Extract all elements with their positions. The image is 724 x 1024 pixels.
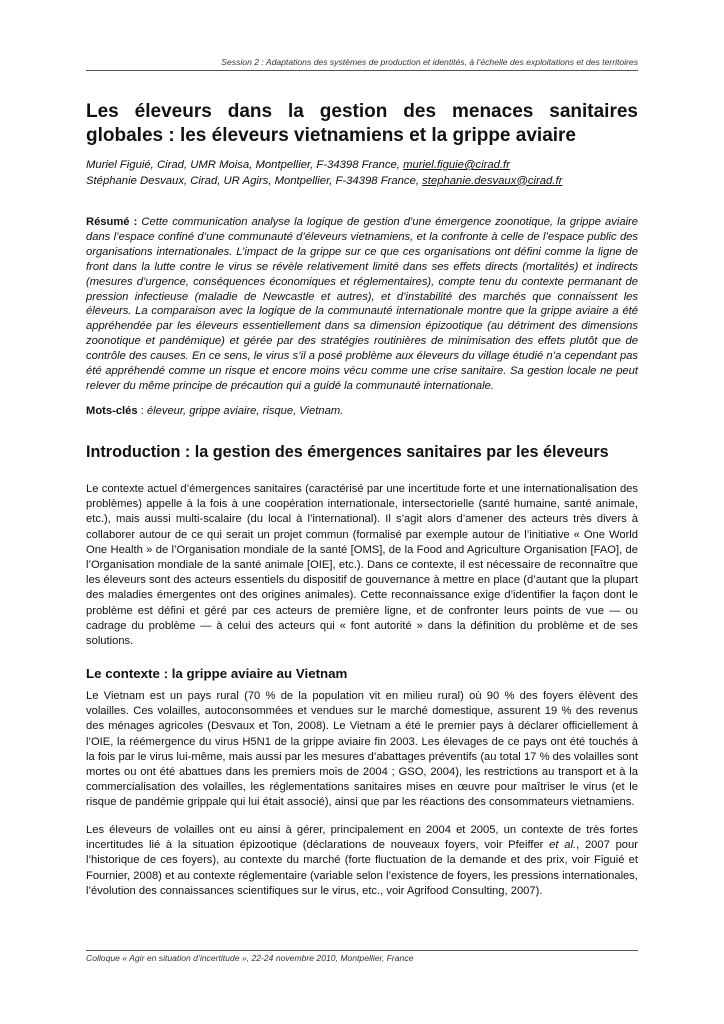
page-footer: Colloque « Agir en situation d’incertitude », 22-24 novembre 2010, Montpellier, France	[86, 950, 638, 963]
section-heading-introduction: Introduction : la gestion des émergences sanitaires par les éleveurs	[86, 443, 609, 461]
author-affiliation: Muriel Figuié, Cirad, UMR Moisa, Montpellier, F-34398 France,	[86, 159, 404, 171]
author-list	[86, 158, 638, 189]
author-line	[86, 174, 638, 190]
paragraph-text: Les éleveurs de volailles ont eu ainsi à gérer, principalement en 2004 et 2005, un contexte de très fortes incertitudes lié à la situation épizootique (déclarations de nouveaux foyers, voir Pfeiffer	[86, 824, 638, 852]
citation-etal: et al.	[549, 839, 577, 852]
abstract-label: Résumé :	[86, 216, 138, 228]
author-affiliation: Stéphanie Desvaux, Cirad, UR Agirs, Montpellier, F-34398 France,	[86, 174, 423, 187]
author-line	[86, 158, 638, 174]
body-paragraph: Le Vietnam est un pays rural (70 % de la population vit en milieu rural) où 90 % des foyers élèvent des volailles. Ces volailles, autoconsommées et vendues sur le marché domestique, assurent 19 % des revenus des ménages agricoles (Desvaux et Ton, 2008). Le Vietnam a été le premier pays à déclarer officiellement à l’OIE, la réémergence du virus H5N1 de la grippe aviaire fin 2003. Les élevages de ce pays ont été touchés à la fois par le virus lui-même, mais aussi par les mesures d’abattages préventifs (au total 17 % des volailles sont mortes ou ont été abattues dans les premiers mois de 2004 ; GSO, 2004), les restrictions au transport et à la commercialisation des volailles, les réglementations sanitaires mises en œuvre pour maîtriser le virus (et le risque de pandémie grippale qui lui était associé), ainsi que par les réactions des consommateurs vietnamiens.	[86, 690, 638, 809]
keywords-label: Mots-clés	[86, 405, 138, 417]
subsection-heading-context: Le contexte : la grippe aviaire au Vietnam	[86, 666, 348, 681]
keywords-text: éleveur, grippe aviaire, risque, Vietnam.	[146, 405, 344, 417]
body-paragraph	[86, 823, 638, 899]
running-header: Session 2 : Adaptations des systèmes de production et identités, à l’échelle des exploitations et des territoires	[86, 57, 638, 71]
author-email-link[interactable]: stephanie.desvaux@cirad.fr	[422, 174, 563, 187]
keywords	[86, 404, 638, 419]
paper-title: Les éleveurs dans la gestion des menaces sanitaires globales : les éleveurs vietnamiens et la grippe aviaire	[86, 101, 638, 146]
abstract	[86, 215, 638, 394]
author-email-link[interactable]: muriel.figuie@cirad.fr	[403, 159, 510, 171]
body-paragraph: Le contexte actuel d’émergences sanitaires (caractérisé par une incertitude forte et une internationalisation des problèmes) appelle à la fois à une coopération internationale, intersectorielle (santé humaine, santé animale, etc.), mais aussi multi-scalaire (du local à l’international). Il s’agit alors d’amener des acteurs très divers à collaborer autour de ce qui serait un projet commun (formalisé par exemple autour de l’initiative « One World One Health » de l’Organisation mondiale de la santé [OMS], de la Food and Agriculture Organisation [FAO], de l’Organisation mondiale de la santé animale [OIE], etc.). Dans ce contexte, il est nécessaire de reconnaître que les éleveurs sont des acteurs essentiels du dispositif de gouvernance à mettre en place (d’autant que la plupart des maladies émergentes ont des origines animales). Cette reconnaissance exige d’identifier la façon dont le problème est défini et géré par ces acteurs de première ligne, et de confronter leurs points de vue — ou cadrage du problème — à celui des acteurs qui « font autorité » dans la définition du problème et de ses solutions.	[86, 483, 638, 648]
paragraph-text: , 2007 pour l’historique de ces foyers), au contexte du marché (forte fluctuation de la demande et des prix, voir Figuié et Fournier, 2008) et au contexte réglementaire (variable selon l’existence de foyers, les pressions internationales, l’évolution des connaissances scientifiques sur le virus, etc., voir Agrifood Consulting, 2007).	[86, 839, 638, 897]
abstract-text: Cette communication analyse la logique de gestion d’une émergence zoonotique, la grippe aviaire dans l’espace confiné d’une communauté d’éleveurs vietnamiens, et la confronte à celle de l’espace public des organisations internationales. L’impact de la grippe sur ce que ces organisations ont défini comme la ligne de front dans la lutte contre le virus se révèle relativement limité dans ses effets directs (mortalités) et indirects (mesures d’urgence, conséquences économiques et réglementaires), compte tenu du contexte permanant de pression infectieuse (maladie de Newcastle et autres), et d’instabilité des marchés que connaissent les éleveurs. La comparaison avec la logique de la communauté internationale montre que la grippe aviaire a été appréhendée par les éleveurs essentiellement dans sa dimension épizootique (au détriment des dimensions zoonotique et pandémique) et gérée par des stratégies routinières de minimisation des effets plutôt que de contrôle des causes. En ce sens, le virus s’il a posé problème aux éleveurs du village étudié n’a cependant pas été appréhendé comme un risque et encore moins vécu comme une crise sanitaire. Sa gestion locale ne peut relever du même principe de précaution qui a guidé la communauté internationale.	[86, 216, 638, 392]
keywords-separator: :	[137, 405, 147, 417]
